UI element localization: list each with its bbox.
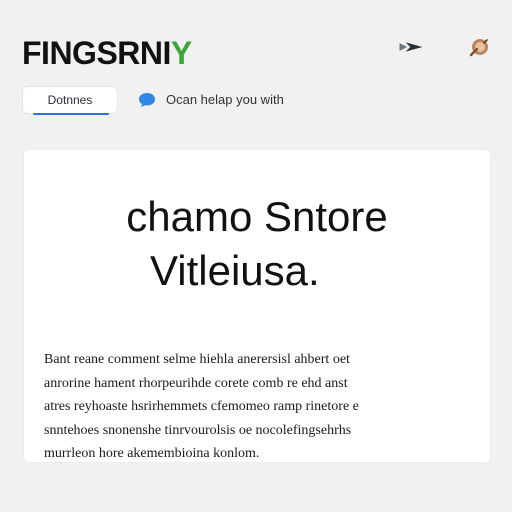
dotnnes-tab-label: Dotnnes [47, 93, 93, 107]
body-line: atres reyhoaste hsrirhemmets cfemomeo ramp rinetore e [44, 399, 359, 414]
dotnnes-tab[interactable] [22, 86, 118, 114]
card-body-text [44, 348, 474, 466]
profile-avatar-icon[interactable] [466, 36, 492, 58]
headline-line-1: chamo Sntore [126, 193, 388, 240]
body-line: Bant reane comment selme hiehla anerersisl ahbert oet [44, 352, 350, 367]
app-header [0, 0, 512, 80]
card-headline [24, 190, 490, 298]
headline-line-2: Vitleiusa. [150, 247, 320, 294]
body-line: snntehoes snonenshe tinrvourolsis oe nocolefingsehrhs [44, 422, 352, 438]
logo-text: FINGSRNI [22, 35, 171, 71]
sub-toolbar [22, 86, 492, 116]
active-tab-indicator [33, 113, 109, 115]
chat-bubble-icon[interactable] [138, 92, 156, 108]
body-line: anrorine hament rhorpeurihde corete comb re ehd anst [44, 375, 348, 391]
logo-accent-text: Y [170, 35, 192, 71]
content-card [24, 150, 490, 462]
help-prompt-text: Ocan helap you with [166, 92, 284, 107]
app-logo[interactable] [22, 35, 192, 71]
body-line: murrleon hore akemembioina konlom. [44, 446, 260, 461]
share-arrow-icon[interactable] [398, 36, 424, 58]
